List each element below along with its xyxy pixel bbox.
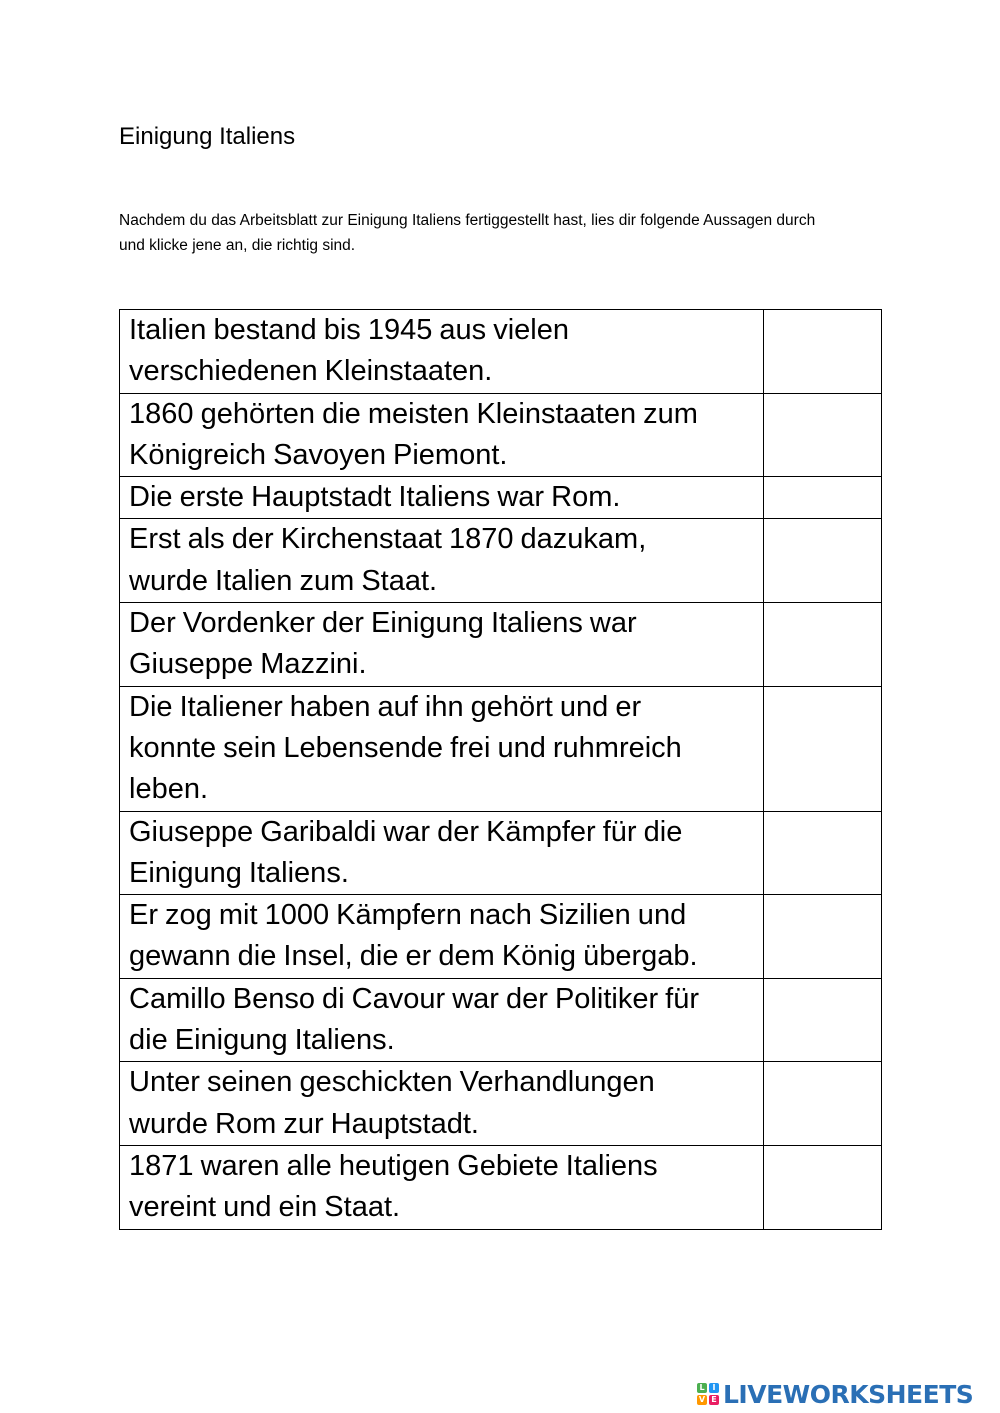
statement-line: verschiedenen Kleinstaaten. [129, 355, 493, 388]
statement-row [120, 978, 882, 1062]
statement-line: Die erste Hauptstadt Italiens war Rom. [129, 481, 621, 514]
statement-text [120, 978, 764, 1062]
statement-line: gewann die Insel, die er dem König übergab. [129, 940, 698, 973]
statement-row [120, 1145, 882, 1229]
statement-line: die Einigung Italiens. [129, 1024, 395, 1057]
statement-row [120, 519, 882, 603]
statement-line: 1871 waren alle heutigen Gebiete Italiens [129, 1149, 658, 1182]
statement-line: wurde Italien zum Staat. [129, 564, 438, 597]
statement-line: Die Italiener haben auf ihn gehört und er [129, 690, 642, 723]
logo-tile: I [709, 1383, 719, 1393]
statement-line: Einigung Italiens. [129, 856, 349, 889]
answer-checkbox-3[interactable] [764, 477, 882, 519]
statement-line: Königreich Savoyen Piemont. [129, 438, 508, 471]
statements-table [119, 309, 882, 1230]
statement-text [120, 811, 764, 895]
statement-line: vereint und ein Staat. [129, 1191, 401, 1224]
statement-row [120, 477, 882, 519]
statement-line: 1860 gehörten die meisten Kleinstaaten zum [129, 397, 698, 430]
statement-line: Erst als der Kirchenstaat 1870 dazukam, [129, 523, 647, 556]
statement-text [120, 895, 764, 979]
page-title: Einigung Italiens [119, 123, 296, 150]
statement-text [120, 1062, 764, 1146]
statement-text [120, 310, 764, 394]
answer-checkbox-10[interactable] [764, 1062, 882, 1146]
answer-checkbox-5[interactable] [764, 603, 882, 687]
statement-line: leben. [129, 773, 209, 806]
statement-text [120, 519, 764, 603]
liveworksheets-logo [697, 1378, 973, 1410]
statement-line: konnte sein Lebensende frei und ruhmreich [129, 731, 682, 764]
instructions [119, 208, 894, 258]
answer-checkbox-8[interactable] [764, 895, 882, 979]
statement-line: wurde Rom zur Hauptstadt. [129, 1107, 479, 1140]
statement-row [120, 603, 882, 687]
answer-checkbox-9[interactable] [764, 978, 882, 1062]
answer-checkbox-11[interactable] [764, 1145, 882, 1229]
statement-line: Camillo Benso di Cavour war der Politiker für [129, 982, 699, 1015]
statement-line: Giuseppe Garibaldi war der Kämpfer für die [129, 815, 683, 848]
statement-row [120, 393, 882, 477]
instructions-line-1: Nachdem du das Arbeitsblatt zur Einigung Italiens fertiggestellt hast, lies dir folgende Aussagen durch [119, 212, 816, 229]
statement-line: Er zog mit 1000 Kämpfern nach Sizilien und [129, 899, 687, 932]
statement-row [120, 1062, 882, 1146]
answer-checkbox-2[interactable] [764, 393, 882, 477]
statement-line: Italien bestand bis 1945 aus vielen [129, 314, 569, 346]
statement-row [120, 895, 882, 979]
logo-tile: E [709, 1395, 719, 1405]
liveworksheets-logo-icon [697, 1383, 719, 1405]
liveworksheets-logo-text: LIVEWORKSHEETS [723, 1379, 974, 1409]
statement-text [120, 477, 764, 519]
answer-checkbox-7[interactable] [764, 811, 882, 895]
statement-text [120, 1145, 764, 1229]
logo-tile: V [698, 1395, 706, 1404]
statement-text [120, 686, 764, 811]
statement-line: Der Vordenker der Einigung Italiens war [129, 607, 637, 640]
logo-tile: L [697, 1383, 707, 1393]
statement-row [120, 310, 882, 394]
answer-checkbox-6[interactable] [764, 686, 882, 811]
answer-checkbox-4[interactable] [764, 519, 882, 603]
statement-row [120, 686, 882, 811]
statement-text [120, 393, 764, 477]
answer-checkbox-1[interactable] [764, 310, 882, 394]
instructions-line-2: und klicke jene an, die richtig sind. [119, 237, 356, 254]
statement-line: Unter seinen geschickten Verhandlungen [129, 1066, 655, 1099]
statement-text [120, 603, 764, 687]
statement-row [120, 811, 882, 895]
statement-line: Giuseppe Mazzini. [129, 648, 367, 681]
